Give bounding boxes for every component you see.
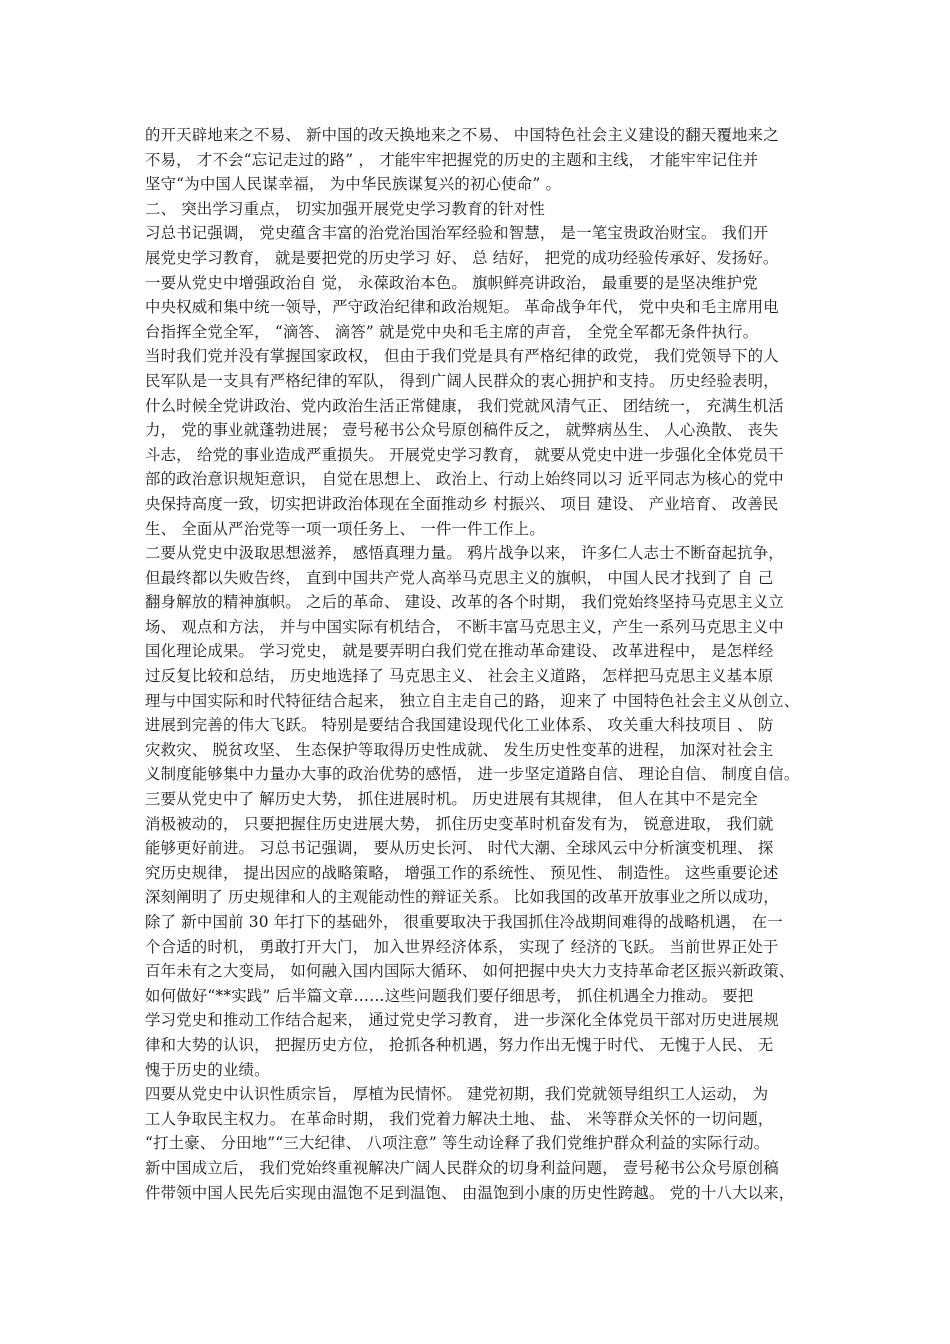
text-line: 理与中国实际和时代特征结合起来， 独立自主走自己的路， 迎来了 中国特色社会主义从创立、 xyxy=(145,691,800,710)
text-line: 过反复比较和总结， 历史地选择了 马克思主义、 社会主义道路， 怎样把马克思主义基本原 xyxy=(145,667,774,686)
text-line: 百年未有之大变局， 如何融入国内国际大循环、 如何把握中央大力支持革命老区振兴新政策、 xyxy=(145,962,795,981)
text-line: 部的政治意识规矩意识， 自觉在思想上、 政治上、行动上始终同以习 近平同志为核心的党中 xyxy=(145,470,784,489)
text-line: 能够更好前进。 习总书记强调， 要从历史长河、 时代大潮、全球风云中分析演变机理、 探 xyxy=(145,839,774,858)
text-line: 生、 全面从严治党等一项一项任务上、 一件一件工作上。 xyxy=(145,519,545,538)
text-line: 工人争取民主权力。 在革命时期， 我们党着力解决土地、 盐、 米等群众关怀的一切问题， xyxy=(145,1109,774,1128)
text-line: 三要从党史中了 解历史大势， 抓住进展时机。 历史进展有其规律， 但人在其中不是完全 xyxy=(145,790,758,809)
text-line: 力， 党的事业就蓬勃进展； 壹号秘书公众号原创稿件反之， 就弊病丛生、 人心涣散、 丧失 xyxy=(145,421,779,440)
text-line: 个合适的时机， 勇敢打开大门， 加入世界经济体系， 实现了 经济的飞跃。 当前世界正处于 xyxy=(145,937,779,956)
text-line: 不易， 才不会“忘记走过的路” ， 才能牢牢把握党的历史的主题和主线， 才能牢牢记住并 xyxy=(145,150,759,169)
body-text xyxy=(145,123,825,1205)
text-line: 一要从党史中增强政治自 觉， 永葆政治本色。 旗帜鲜亮讲政治， 最重要的是坚决维护党 xyxy=(145,273,758,292)
text-line: 民军队是一支具有严格纪律的军队， 得到广阔人民群众的衷心拥护和支持。 历史经验表明， xyxy=(145,371,779,390)
text-line: “打土豪、 分田地”“三大纪律、 八项注意” 等生动诠释了我们党维护群众利益的实际行动。 xyxy=(145,1134,770,1153)
text-line: 愧于历史的业绩。 xyxy=(145,1060,270,1079)
text-line: 灾救灾、 脱贫攻坚、 生态保护等取得历史性成就、 发生历史性变革的进程， 加深对社会主 xyxy=(145,740,774,759)
text-line: 斗志， 给党的事业造成严重损失。 开展党史学习教育， 就要从党史中进一步强化全体党员干 xyxy=(145,445,784,464)
text-line: 中央权威和集中统一领导，严守政治纪律和政治规矩。 革命战争年代， 党中央和毛主席用电 xyxy=(145,298,779,317)
text-line: 央保持高度一致，切实把讲政治体现在全面推动乡 村振兴、 项目 建设、 产业培育、 改善民 xyxy=(145,494,779,513)
text-line: 进展到完善的伟大飞跃。 特别是要结合我国建设现代化工业体系、 攻关重大科技项目 、 防 xyxy=(145,716,774,735)
text-line: 什么时候全党讲政治、党内政治生活正常健康， 我们党就风清气正、 团结统一， 充满生机活 xyxy=(145,396,784,415)
text-line: 除了 新中国前 30 年打下的基础外， 很重要取决于我国抓住冷战期间难得的战略机遇， 在一 xyxy=(145,913,783,931)
text-line: 四要从党史中认识性质宗旨， 厚植为民情怀。 建党初期，我们党就领导组织工人运动， 为 xyxy=(145,1085,769,1104)
text-line: 深刻阐明了 历史规律和人的主观能动性的辩证关系。 比如我国的改革开放事业之所以成功， xyxy=(145,888,779,907)
text-line: 翻身解放的精神旗帜。 之后的革命、 建设、改革的各个时期， 我们党始终坚持马克思主义立 xyxy=(145,593,784,612)
text-line: 消极被动的， 只要把握住历史进展大势， 抓住历史变革时机奋发有为， 锐意进取， 我们就 xyxy=(145,814,774,833)
text-line: 的开天辟地来之不易、 新中国的改天换地来之不易、 中国特色社会主义建设的翻天覆地来之 xyxy=(145,126,779,144)
text-line: 台指挥全党全军， “滴答、 滴答” 就是党中央和毛主席的声音， 全党全军都无条件执行。 xyxy=(145,322,759,341)
text-line: 究历史规律， 提出因应的战略策略， 增强工作的系统性、 预见性、 制造性。 这些重要论述 xyxy=(145,863,779,882)
text-line: 习总书记强调， 党史蕴含丰富的治党治国治军经验和智慧， 是一笔宝贵政治财宝。 我们开 xyxy=(145,224,769,243)
text-line: 当时我们党并没有掌握国家政权， 但由于我们党是具有严格纪律的政党， 我们党领导下的人 xyxy=(145,347,779,366)
text-line: 国化理论成果。 学习党史， 就是要弄明白我们党在推动革命建设、 改革进程中， 是怎样经 xyxy=(145,642,774,661)
text-line: 新中国成立后， 我们党始终重视解决广阔人民群众的切身利益问题， 壹号秘书公众号原创稿 xyxy=(145,1158,779,1177)
text-line: 义制度能够集中力量办大事的政治优势的感悟， 进一步坚定道路自信、 理论自信、 制度自信。 xyxy=(145,765,800,784)
text-line: 但最终都以失败告终， 直到中国共产党人高举马克思主义的旗帜， 中国人民才找到了 自 己 xyxy=(145,568,774,587)
text-line: 场、 观点和方法， 并与中国实际有机结合， 不断丰富马克思主义，产生一系列马克思主义中 xyxy=(145,617,784,636)
text-line: 二要从党史中汲取思想滋养， 感悟真理力量。 鸦片战争以来， 许多仁人志士不断奋起抗争， xyxy=(145,544,784,563)
section-heading: 二、 突出学习重点， 切实加强开展党史学习教育的针对性 xyxy=(145,199,545,218)
text-line: 学习党史和推动工作结合起来， 通过党史学习教育， 进一步深化全体党员干部对历史进展规 xyxy=(145,1011,779,1030)
text-line: 展党史学习教育， 就是要把党的历史学习 好、 总 结好， 把党的成功经验传承好、发扬好。 xyxy=(145,248,779,267)
text-line: 如何做好“**实践” 后半篇文章……这些问题我们要仔细思考， 抓住机遇全力推动。 要把 xyxy=(145,986,754,1005)
text-line: 件带领中国人民先后实现由温饱不足到温饱、 由温饱到小康的历史性跨越。 党的十八大以来， xyxy=(145,1183,795,1202)
text-line: 律和大势的认识， 把握历史方位， 抢抓各种机遇，努力作出无愧于时代、 无愧于人民、 无 xyxy=(145,1035,774,1054)
text-line: 坚守“为中国人民谋幸福， 为中华民族谋复兴的初心使命” 。 xyxy=(145,175,562,194)
